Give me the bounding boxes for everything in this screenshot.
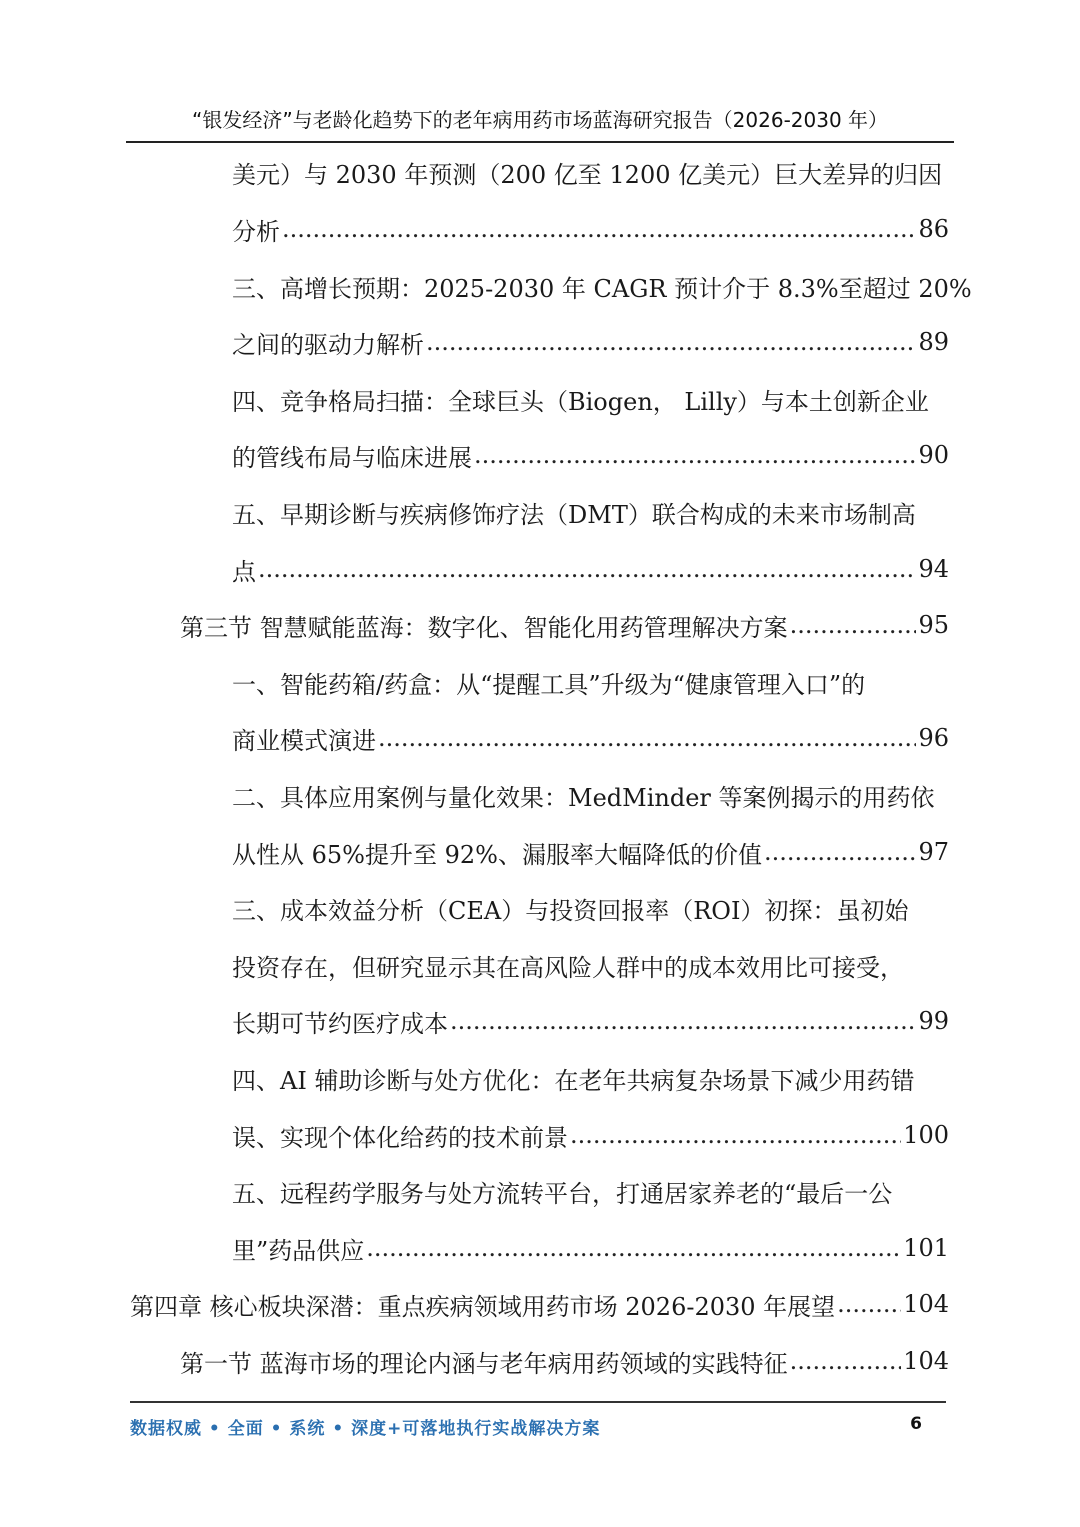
toc-entry-text: 点: [232, 557, 256, 586]
dot-leader: [837, 1290, 901, 1318]
toc-entry-text: 从性从 65%提升至 92%、漏服率大幅降低的价值: [232, 840, 762, 869]
toc-entry-text: 第三节 智慧赋能蓝海：数字化、智能化用药管理解决方案: [180, 613, 788, 642]
dot-leader: [790, 1347, 902, 1375]
toc-page-number: 96: [918, 724, 949, 752]
toc-entry-text: 五、远程药学服务与处方流转平台，打通居家养老的“最后一公: [232, 1179, 893, 1208]
toc-entry-text: 的管线布局与临床进展: [232, 443, 472, 472]
toc-entry-text: 之间的驱动力解析: [232, 330, 424, 359]
toc-line: [232, 945, 949, 985]
toc-entry-text: 四、竞争格局扫描：全球巨头（Biogen， Lilly）与本土创新企业: [232, 387, 929, 416]
toc-entry-link[interactable]: [232, 322, 949, 362]
dot-leader: [764, 838, 917, 866]
dot-leader: [474, 441, 916, 469]
toc-entry-text: 长期可节约医疗成本: [232, 1009, 448, 1038]
running-header: “银发经济”与老龄化趋势下的老年病用药市场蓝海研究报告（2026-2030 年）: [191, 108, 889, 132]
toc-entry-text: 三、成本效益分析（CEA）与投资回报率（ROI）初探：虽初始: [232, 896, 909, 925]
toc-line: [232, 379, 949, 419]
toc-entry-link[interactable]: [232, 209, 949, 249]
toc-entry-text: 误、实现个体化给药的技术前景: [232, 1123, 568, 1152]
toc-entry-link[interactable]: [232, 549, 949, 589]
toc-line: [232, 662, 949, 702]
toc-entry-link[interactable]: [232, 1228, 949, 1268]
toc-page-number: 89: [918, 328, 949, 356]
toc-page-number: 104: [903, 1290, 949, 1318]
toc-page-number: 100: [903, 1121, 949, 1149]
toc-page-number: 95: [918, 611, 949, 639]
toc-entry-text: 美元）与 2030 年预测（200 亿至 1200 亿美元）巨大差异的归因: [232, 160, 943, 189]
dot-leader: [282, 215, 916, 243]
toc-entry-text: 里”药品供应: [232, 1236, 365, 1265]
dot-leader: [366, 1234, 901, 1262]
toc-entry-link[interactable]: [232, 1001, 949, 1041]
toc-page-number: 99: [918, 1007, 949, 1035]
dot-leader: [790, 611, 917, 639]
toc-entry-link[interactable]: [180, 1341, 949, 1381]
toc-page-number: 90: [918, 441, 949, 469]
toc-entry-link[interactable]: [232, 1115, 949, 1155]
toc-line: [232, 775, 949, 815]
dot-leader: [378, 724, 916, 752]
toc-line: [232, 492, 949, 532]
toc-page-number: 101: [903, 1234, 949, 1262]
dot-leader: [258, 555, 916, 583]
page-number: 6: [910, 1414, 922, 1434]
toc-entry-text: 三、高增长预期：2025-2030 年 CAGR 预计介于 8.3%至超过 20%: [232, 274, 972, 303]
toc-line: [232, 266, 972, 306]
dot-leader: [450, 1007, 916, 1035]
toc-page-number: 94: [918, 555, 949, 583]
toc-entry-link[interactable]: [232, 718, 949, 758]
toc-line: [232, 888, 949, 928]
toc-entry-link[interactable]: [232, 832, 949, 872]
footer-divider: [130, 1401, 946, 1403]
footer-slogan: 数据权威 • 全面 • 系统 • 深度+可落地执行实战解决方案: [130, 1419, 601, 1439]
toc-page-number: 97: [918, 838, 949, 866]
toc-entry-text: 投资存在，但研究显示其在高风险人群中的成本效用比可接受，: [232, 953, 904, 982]
toc-entry-text: 第四章 核心板块深潜：重点疾病领域用药市场 2026-2030 年展望: [130, 1292, 836, 1321]
toc-entry-text: 四、AI 辅助诊断与处方优化：在老年共病复杂场景下减少用药错: [232, 1066, 915, 1095]
toc-entry-text: 商业模式演进: [232, 726, 376, 755]
toc-line: [232, 1058, 949, 1098]
toc-page-number: 104: [903, 1347, 949, 1375]
toc-entry-text: 五、早期诊断与疾病修饰疗法（DMT）联合构成的未来市场制高: [232, 500, 916, 529]
toc-entry-link[interactable]: [130, 1284, 949, 1324]
toc-entry-text: 二、具体应用案例与量化效果：MedMinder 等案例揭示的用药依: [232, 783, 935, 812]
toc-line: [232, 152, 949, 192]
toc-entry-text: 一、智能药箱/药盒：从“提醒工具”升级为“健康管理入口”的: [232, 670, 866, 699]
dot-leader: [570, 1121, 901, 1149]
toc-entry-link[interactable]: [232, 435, 949, 475]
toc-page-number: 86: [918, 215, 949, 243]
toc-entry-text: 第一节 蓝海市场的理论内涵与老年病用药领域的实践特征: [180, 1349, 788, 1378]
dot-leader: [426, 328, 916, 356]
header-divider: [126, 141, 954, 143]
toc-entry-text: 分析: [232, 217, 280, 246]
toc-line: [232, 1171, 949, 1211]
toc-entry-link[interactable]: [180, 605, 949, 645]
